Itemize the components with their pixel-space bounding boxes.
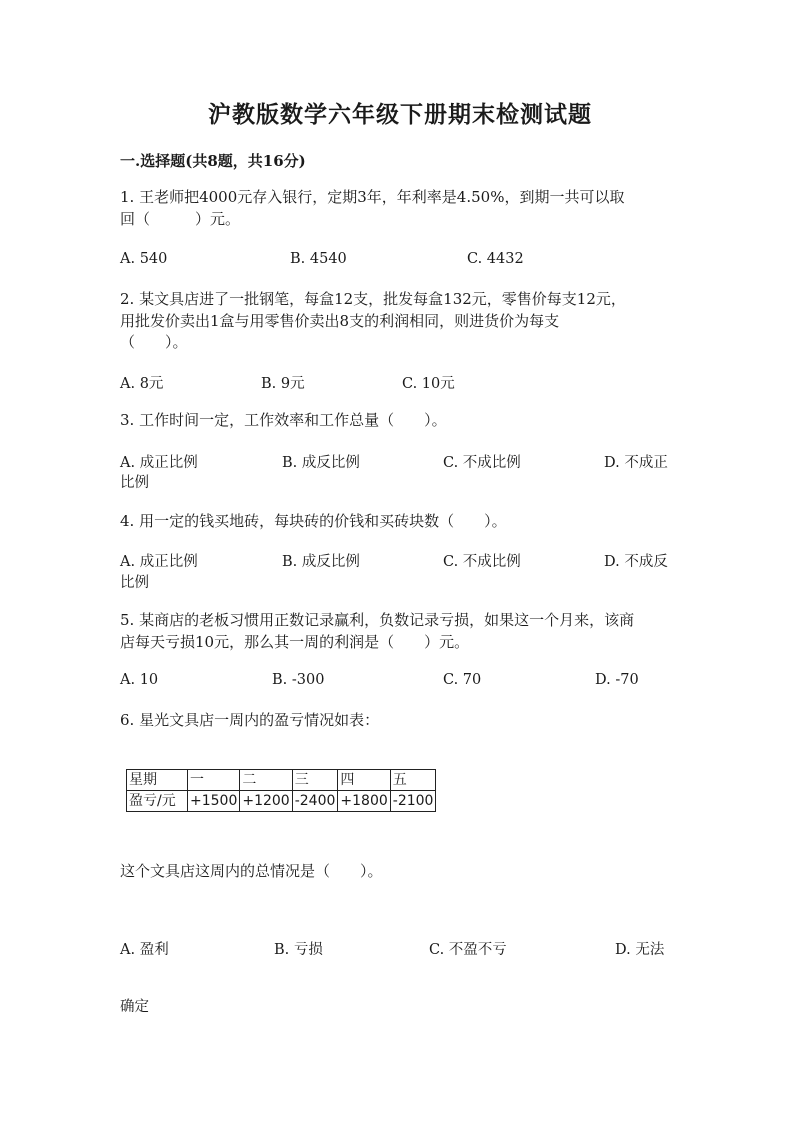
table-cell: 盈亏/元 — [127, 791, 188, 812]
table-cell: -2400 — [292, 791, 338, 812]
table-cell: +1200 — [240, 791, 292, 812]
profit-loss-table — [126, 769, 436, 812]
question-3-text: 3. 工作时间一定，工作效率和工作总量（ ）。 — [120, 411, 447, 429]
question-5-option-d: D. -70 — [595, 672, 639, 688]
table-header-cell: 星期 — [127, 770, 188, 791]
question-4-option-a: A. 成正比例 — [120, 554, 198, 570]
table-header-cell: 三 — [292, 770, 338, 791]
question-2-option-a: A. 8元 — [120, 376, 164, 392]
page-title: 沪教版数学六年级下册期末检测试题 — [208, 101, 592, 128]
question-5-line-1: 5. 某商店的老板习惯用正数记录赢利，负数记录亏损，如果这一个月来，该商 — [120, 611, 635, 629]
table-row — [127, 770, 436, 791]
table-header-cell: 二 — [240, 770, 292, 791]
question-4-text: 4. 用一定的钱买地砖，每块砖的价钱和买砖块数（ ）。 — [120, 512, 507, 530]
question-1-line-2: 回（ ）元。 — [120, 210, 241, 228]
section-heading: 一.选择题(共8题，共16分) — [120, 152, 306, 170]
table-cell: +1800 — [338, 791, 390, 812]
question-4-option-d: D. 不成反 — [604, 554, 668, 570]
question-2-option-c: C. 10元 — [402, 376, 455, 392]
question-2-line-3: （ ）。 — [120, 333, 188, 351]
question-5-option-a: A. 10 — [120, 672, 159, 688]
question-1-option-c: C. 4432 — [467, 251, 524, 267]
question-4-option-d-wrap: 比例 — [120, 575, 149, 591]
question-6-option-b: B. 亏损 — [274, 942, 323, 958]
question-1-line-1: 1. 王老师把4000元存入银行，定期3年，年利率是4.50%，到期一共可以取 — [120, 188, 625, 206]
table-header-cell: 四 — [338, 770, 390, 791]
question-5-option-b: B. -300 — [272, 672, 325, 688]
table-cell: -2100 — [390, 791, 436, 812]
table-header-cell: 一 — [188, 770, 240, 791]
question-6-option-c: C. 不盈不亏 — [429, 942, 507, 958]
question-3-option-d: D. 不成正 — [604, 455, 668, 471]
question-3-option-a: A. 成正比例 — [120, 455, 198, 471]
question-2-line-2: 用批发价卖出1盒与用零售价卖出8支的利润相同，则进货价为每支 — [120, 312, 560, 330]
question-4-option-b: B. 成反比例 — [282, 554, 360, 570]
table-header-cell: 五 — [390, 770, 436, 791]
question-3-option-c: C. 不成比例 — [443, 455, 521, 471]
question-5-option-c: C. 70 — [443, 672, 482, 688]
question-4-option-c: C. 不成比例 — [443, 554, 521, 570]
question-6-prompt: 这个文具店这周内的总情况是（ ）。 — [120, 862, 383, 880]
question-1-option-b: B. 4540 — [290, 251, 347, 267]
question-3-option-b: B. 成反比例 — [282, 455, 360, 471]
question-2-option-b: B. 9元 — [261, 376, 305, 392]
question-6-option-d: D. 无法 — [615, 942, 665, 958]
table-cell: +1500 — [188, 791, 240, 812]
question-6-option-a: A. 盈利 — [120, 942, 169, 958]
question-6-text: 6. 星光文具店一周内的盈亏情况如表： — [120, 711, 380, 729]
table-row — [127, 791, 436, 812]
question-3-option-d-wrap: 比例 — [120, 475, 149, 491]
question-1-option-a: A. 540 — [120, 251, 168, 267]
question-2-line-1: 2. 某文具店进了一批钢笔，每盒12支，批发每盒132元，零售价每支12元， — [120, 290, 626, 308]
question-5-line-2: 店每天亏损10元，那么其一周的利润是（ ）元。 — [120, 633, 470, 651]
question-6-option-d-wrap: 确定 — [120, 999, 149, 1015]
